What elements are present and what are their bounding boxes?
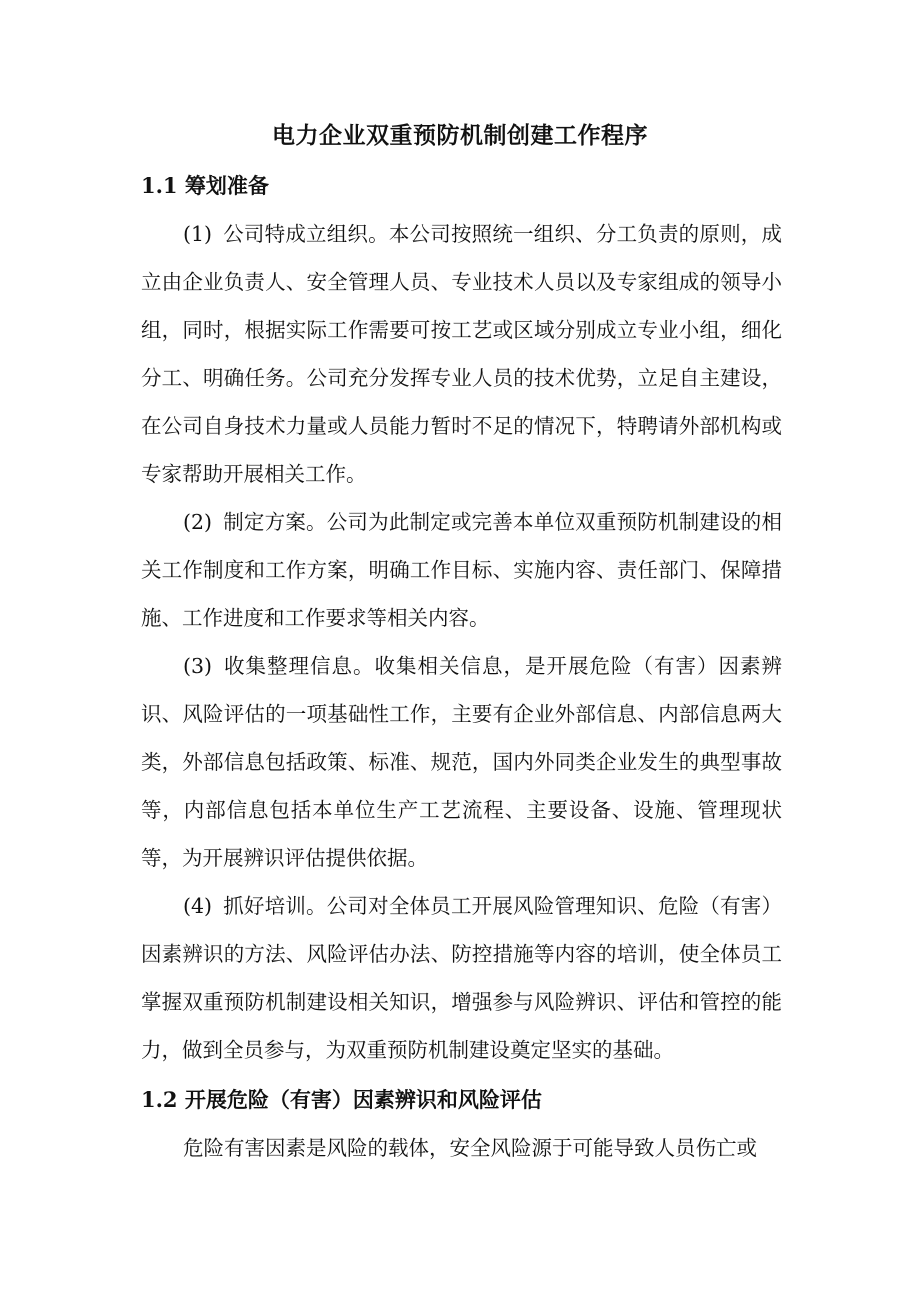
paragraph-item-4 (141, 882, 782, 1074)
section-heading-1-2: 1.2 开展危险（有害）因素辨识和风险评估 (141, 1087, 542, 1112)
item-number: (4) (183, 894, 213, 918)
item-number: (2) (183, 510, 213, 534)
paragraph-item-1 (141, 210, 782, 498)
paragraph-item-3 (141, 642, 782, 882)
item-text: 抓好培训。公司对全体员工开展风险管理知识、危险（有害）因素辨识的方法、风险评估办法、防控措施等内容的培训，使全体员工掌握双重预防机制建设相关知识，增强参与风险辨识、评估和管控的能力，做到全员参与，为双重预防机制建设奠定坚实的基础。 (141, 894, 782, 1062)
paragraph-item-2 (141, 498, 782, 642)
item-text: 收集整理信息。收集相关信息，是开展危险（有害）因素辨识、风险评估的一项基础性工作，主要有企业外部信息、内部信息两大类，外部信息包括政策、标准、规范，国内外同类企业发生的典型事故等，内部信息包括本单位生产工艺流程、主要设备、设施、管理现状等，为开展辨识评估提供依据。 (141, 654, 782, 870)
item-number: (1) (183, 222, 213, 246)
item-number: (3) (183, 654, 213, 678)
paragraph-section2-intro: 危险有害因素是风险的载体，安全风险源于可能导致人员伤亡或 (183, 1136, 757, 1160)
section-heading-1-1: 1.1 筹划准备 (141, 173, 269, 198)
item-text: 制定方案。公司为此制定或完善本单位双重预防机制建设的相关工作制度和工作方案，明确工作目标、实施内容、责任部门、保障措施、工作进度和工作要求等相关内容。 (141, 510, 782, 630)
document-title: 电力企业双重预防机制创建工作程序 (272, 122, 648, 149)
item-text: 公司特成立组织。本公司按照统一组织、分工负责的原则，成立由企业负责人、安全管理人员、专业技术人员以及专家组成的领导小组，同时，根据实际工作需要可按工艺或区域分别成立专业小组，细化分工、明确任务。公司充分发挥专业人员的技术优势，立足自主建设，在公司自身技术力量或人员能力暂时不足的情况下，特聘请外部机构或专家帮助开展相关工作。 (141, 222, 782, 486)
